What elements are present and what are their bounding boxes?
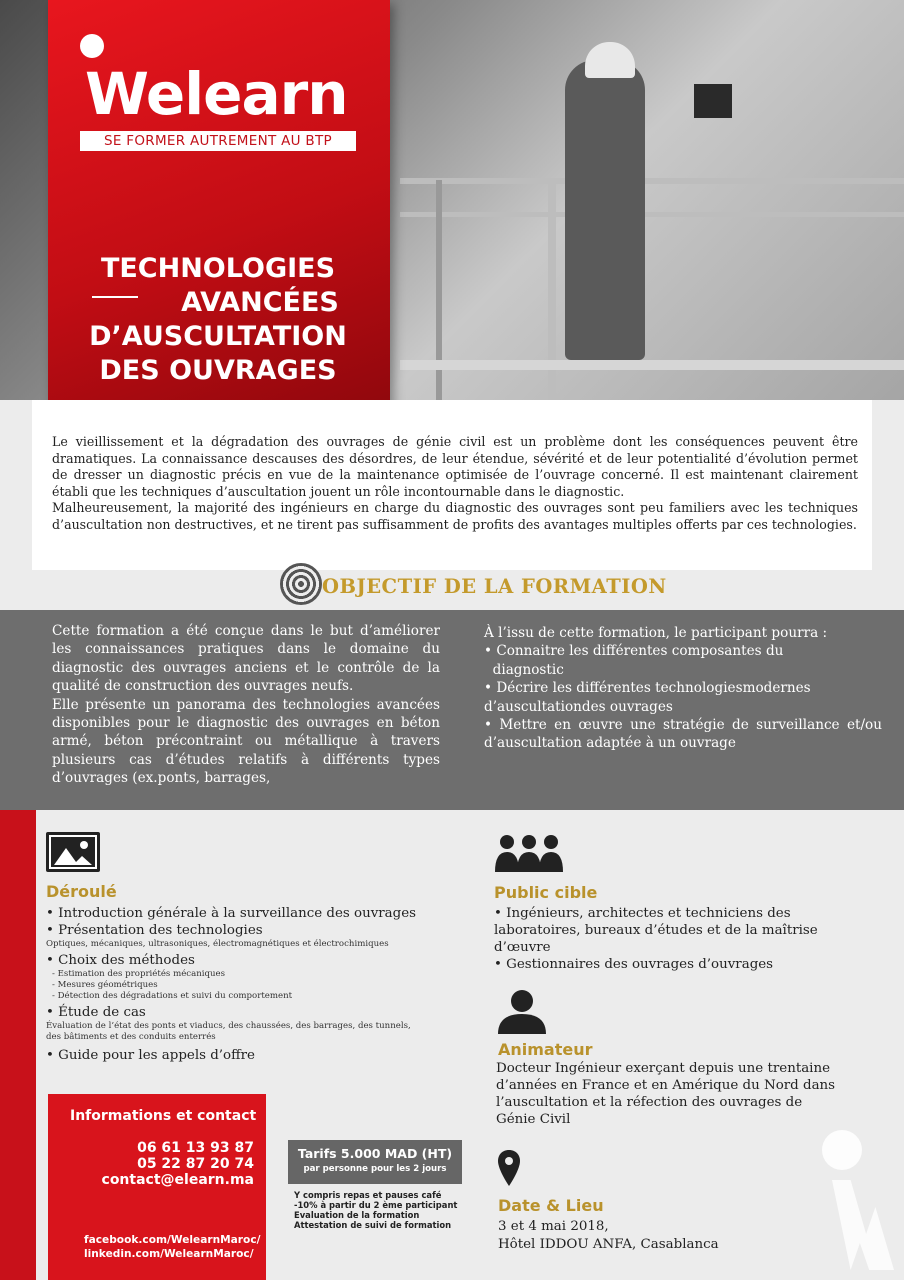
title-line-2: AVANCÉES (181, 287, 339, 318)
watermark-dot (822, 1130, 862, 1170)
tagline: SE FORMER AUTREMENT AU BTP (80, 131, 356, 151)
email-link[interactable]: contact@elearn.ma (101, 1172, 254, 1188)
animateur-text (496, 1060, 835, 1128)
list-subitem: Optiques, mécaniques, ultrasoniques, électromagnétiques et électrochimiques (46, 939, 389, 949)
tarif-note: Attestation de suivi de formation (294, 1220, 452, 1230)
person-icon (496, 988, 548, 1034)
list-item: • Introduction générale à la surveillance des ouvrages (46, 906, 417, 921)
animateur-title: Animateur (498, 1040, 593, 1059)
title-line-1: TECHNOLOGIES (100, 253, 336, 284)
tarif-price: Tarifs 5.000 MAD (HT) (297, 1146, 453, 1161)
tarif-note: -10% à partir du 2 ème participant (294, 1200, 458, 1210)
public-line: • Ingénieurs, architectes et techniciens des (494, 906, 791, 921)
image-icon (46, 832, 100, 872)
intro-paragraph-1: Le vieillissement et la dégradation des ouvrages de génie civil est un problème dont les conséquences peuvent être dramatiques. La connaissance descauses des désordres, de leur étendue, sévérité et de leur potentialité d’évolution permet de dresser un diagnostic précis en vue de la maintenance optimisée de l’ouvrage concerné. Il est maintenant clairement établi que les techniques d’auscultation jouent un rôle incontournable dans le diagnostic. (52, 434, 858, 499)
animateur-line: l’auscultation et la réfection des ouvrages de (496, 1095, 803, 1110)
objectif-right (484, 624, 882, 753)
list-subitem: des bâtiments et des conduits enterrés (46, 1032, 216, 1042)
deroule-title: Déroulé (46, 882, 117, 901)
objectif-right-line: diagnostic (484, 661, 564, 678)
intro-text (52, 434, 858, 533)
logo-dot (80, 34, 104, 58)
phone-2[interactable]: 05 22 87 20 74 (137, 1156, 254, 1172)
animateur-line: Docteur Ingénieur exerçant depuis une trentaine (496, 1061, 831, 1076)
public-text (494, 905, 818, 973)
objectif-left (52, 622, 440, 788)
tarif-per: par personne pour les 2 jours (303, 1164, 447, 1174)
public-line: laboratoires, bureaux d’études et de la maîtrise (494, 923, 818, 938)
phone-1[interactable]: 06 61 13 93 87 (137, 1140, 254, 1156)
date-text: 3 et 4 mai 2018, (498, 1219, 609, 1234)
objectif-right-line: • Mettre en œuvre une stratégie de surveillance et/ou d’auscultation adaptée à un ouvrage (484, 717, 882, 752)
title-line-4: DES OUVRAGES (99, 355, 337, 386)
list-item: • Guide pour les appels d’offre (46, 1048, 255, 1063)
place-text: Hôtel IDDOU ANFA, Casablanca (498, 1237, 719, 1252)
tarif-notes (294, 1190, 457, 1230)
objectif-title: OBJECTIF DE LA FORMATION (322, 575, 667, 598)
date-lieu-title: Date & Lieu (498, 1196, 604, 1215)
linkedin-link[interactable]: linkedin.com/WelearnMaroc/ (84, 1248, 254, 1260)
public-line: • Gestionnaires des ouvrages d’ouvrages (494, 957, 774, 972)
public-title: Public cible (494, 883, 598, 902)
list-subitem: - Estimation des propriétés mécaniques (52, 969, 226, 979)
objectif-left-paragraph: Elle présente un panorama des technologies avancées disponibles pour le diagnostic des ouvrages en béton armé, béton précontraint ou métallique à travers plusieurs cas d’études relatifs à différents types d’ouvrages (ex.ponts, barrages, (52, 696, 440, 787)
people-icon (494, 832, 564, 872)
animateur-line: d’années en France et en Amérique du Nord dans (496, 1078, 836, 1093)
watermark-logo (832, 1180, 894, 1270)
side-strip (0, 810, 36, 1280)
list-subitem: - Mesures géométriques (52, 980, 158, 990)
objectif-right-line: À l’issu de cette formation, le participant pourra : (484, 625, 828, 641)
list-item: • Choix des méthodes (46, 953, 195, 968)
public-line: d’œuvre (494, 940, 551, 955)
facebook-link[interactable]: facebook.com/WelearnMaroc/ (84, 1234, 261, 1246)
list-item: • Présentation des technologies (46, 923, 263, 938)
tarif-note: Evaluation de la formation (294, 1210, 420, 1220)
tarif-note: Y compris repas et pauses café (294, 1190, 442, 1200)
intro-paragraph-2: Malheureusement, la majorité des ingénieurs en charge du diagnostic des ouvrages sont peu familiers avec les techniques d’auscultation non destructives, et ne tirent pas suffisamment de profits des avantages multiples offerts par ces technologies. (52, 500, 858, 532)
target-icon (280, 563, 322, 605)
deroule-list (46, 905, 416, 1064)
list-item: • Étude de cas (46, 1005, 146, 1020)
objectif-left-paragraph: Cette formation a été conçue dans le but d’améliorer les connaissances pratiques dans le domaine du diagnostic des ouvrages anciens et le contrôle de la qualité de construction des ouvrages neufs. (52, 623, 440, 695)
tarif-box (288, 1140, 462, 1184)
list-subitem: Évaluation de l’état des ponts et viaducs, des chaussées, des barrages, des tunnels, (46, 1021, 411, 1031)
location-pin-icon (498, 1150, 520, 1186)
objectif-right-line: • Connaitre les différentes composantes du (484, 643, 784, 660)
title-line-3: D’AUSCULTATION (89, 321, 347, 352)
objectif-right-line: • Décrire les différentes technologiesmodernes d’auscultationdes ouvrages (484, 680, 811, 715)
contact-title: Informations et contact (70, 1108, 257, 1124)
animateur-line: Génie Civil (496, 1112, 571, 1127)
list-subitem: - Détection des dégradations et suivi du comportement (52, 991, 293, 1001)
logo: Welearn (85, 60, 348, 128)
